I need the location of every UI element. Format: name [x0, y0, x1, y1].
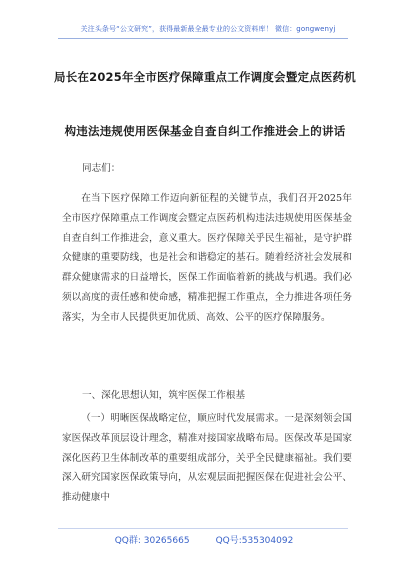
footer-divider — [58, 528, 348, 529]
document-title-line-2: 构违法违规使用医保基金自查自纠工作推进会上的讲话 — [64, 124, 346, 138]
section-heading-1: 一、深化思想认知，筑牢医保工作根基 — [82, 390, 246, 401]
paragraph-section-1-1: （一）明晰医保战略定位，顺应时代发展需求。一是深刻领会国家医保改革顶层设计理念，精准对接国家战略布局。医保改革是国家深化医药卫生体制改革的重要组成部分，关乎全民健康福祉。我们要深入研究国家医保政策导向，从宏观层面把握医保在促进社会公平、推动健康中 — [62, 413, 352, 504]
footer-qq-group: QQ群: 30265665 — [114, 536, 190, 546]
salutation: 同志们： — [82, 163, 121, 174]
header-banner: 关注头条号“公文研究”，获得最新最全最专业的公文资料库！ 微信：gongwenyj — [80, 25, 336, 33]
body-block-1 — [62, 189, 352, 328]
footer-qq-number: QQ号:535304092 — [215, 536, 294, 546]
paragraph-intro: 在当下医疗保障工作迈向新征程的关键节点，我们召开2025年全市医疗保障重点工作调度会暨定点医药机构违法违规使用医保基金自查自纠工作推进会，意义重大。医疗保障关乎民生福祉，是守护群众健康的重要防线，也是社会和谐稳定的基石。随着经济社会发展和群众健康需求的日益增长，医保工作面临着新的挑战与机遇。我们必须以高度的责任感和使命感，精准把握工作重点，全力推进各项任务落实，为全市人民提供更加优质、高效、公平的医疗保障服务。 — [62, 193, 352, 323]
document-title-line-1: 局长在2025年全市医疗保障重点工作调度会暨定点医药机 — [54, 70, 356, 84]
header-divider — [58, 38, 348, 39]
footer-contact — [0, 533, 408, 546]
